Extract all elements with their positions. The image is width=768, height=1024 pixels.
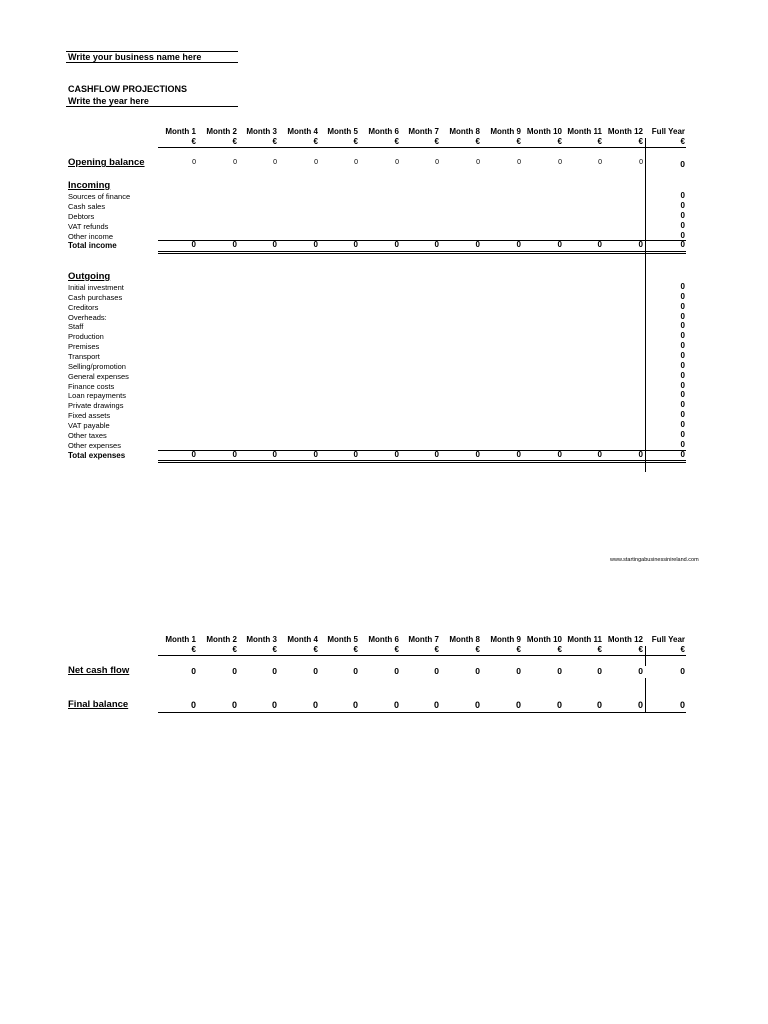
year-underline [66, 106, 238, 107]
final-balance-label: Final balance [68, 699, 129, 710]
total-expenses-label: Total expenses [68, 451, 126, 460]
total-expenses-cell[interactable]: 0 [313, 450, 318, 459]
opening-balance-cell[interactable]: 0 [639, 159, 643, 166]
summary-currency-symbol: € [232, 645, 237, 654]
final-balance-cell[interactable]: 0 [679, 700, 685, 710]
opening-balance-cell[interactable]: 0 [558, 159, 562, 166]
main-currency-symbol: € [638, 137, 643, 146]
total-income-cell[interactable]: 0 [680, 240, 685, 249]
main-currency-symbol: € [394, 137, 399, 146]
summary-currency-symbol: € [475, 645, 480, 654]
total-expenses-cell[interactable]: 0 [516, 450, 521, 459]
expense-row-label: Transport [68, 351, 100, 361]
summary-col-header: Month 3 [246, 635, 277, 644]
main-col-header: Full Year [651, 127, 685, 136]
expense-row-total[interactable]: 0 [680, 439, 685, 449]
outgoing-heading: Outgoing [68, 271, 111, 282]
doc-title: CASHFLOW PROJECTIONS [68, 84, 188, 94]
final-balance-cell[interactable]: 0 [393, 700, 399, 710]
income-row-total[interactable]: 0 [680, 231, 685, 240]
total-expenses-cell[interactable]: 0 [272, 450, 277, 459]
expense-row-total[interactable]: 0 [680, 400, 685, 410]
opening-balance-cell[interactable]: 0 [395, 159, 399, 166]
expense-row-total[interactable]: 0 [680, 291, 685, 301]
main-col-header: Month 5 [327, 127, 358, 136]
income-row-total[interactable]: 0 [680, 211, 685, 220]
total-income-cell[interactable]: 0 [353, 240, 358, 249]
main-currency-symbol: € [313, 137, 318, 146]
total-income-cell[interactable]: 0 [434, 240, 439, 249]
summary-col-header: Month 8 [449, 635, 480, 644]
summary-currency-symbol: € [638, 645, 643, 654]
net-cash-flow-cell[interactable]: 0 [680, 666, 685, 676]
expense-row-label: Other taxes [68, 430, 107, 440]
net-cash-flow-cell[interactable]: 0 [475, 666, 480, 676]
main-col-header: Month 8 [449, 127, 480, 136]
opening-balance-cell[interactable]: 0 [354, 159, 358, 166]
income-row-total[interactable]: 0 [680, 191, 685, 200]
summary-currency-symbol: € [434, 645, 439, 654]
expense-row-total[interactable]: 0 [680, 429, 685, 439]
expense-row-total[interactable]: 0 [680, 390, 685, 400]
total-expenses-cell[interactable]: 0 [680, 450, 685, 459]
summary-currency-symbol: € [597, 645, 602, 654]
summary-header-rule [158, 655, 686, 656]
opening-balance-cell[interactable]: 0 [435, 159, 439, 166]
main-col-header: Month 2 [206, 127, 237, 136]
main-currency-symbol: € [232, 137, 237, 146]
expense-row-total[interactable]: 0 [680, 410, 685, 420]
final-balance-cell[interactable]: 0 [231, 700, 237, 710]
expense-row-label: Creditors [68, 302, 99, 312]
summary-currency-symbol: € [313, 645, 318, 654]
opening-balance-cell[interactable]: 0 [192, 159, 196, 166]
expense-row-total[interactable]: 0 [680, 360, 685, 370]
expense-row-total[interactable]: 0 [680, 301, 685, 311]
main-currency-symbol: € [516, 137, 521, 146]
total-expenses-cell[interactable]: 0 [232, 450, 237, 459]
total-income-cell[interactable]: 0 [475, 240, 480, 249]
final-balance-cell[interactable]: 0 [190, 700, 196, 710]
total-income-label: Total income [68, 241, 117, 250]
summary-col-header: Month 10 [526, 635, 562, 644]
final-balance-cell[interactable]: 0 [312, 700, 318, 710]
summary-col-header: Month 1 [165, 635, 196, 644]
net-cash-flow-cell[interactable]: 0 [597, 666, 602, 676]
total-expenses-cell[interactable]: 0 [557, 450, 562, 459]
final-balance-cell[interactable]: 0 [352, 700, 358, 710]
expense-row-label: General expenses [68, 371, 129, 381]
expense-row-label: Cash purchases [68, 292, 123, 302]
expense-row-label: VAT payable [68, 420, 110, 430]
year-prompt[interactable]: Write the year here [68, 96, 149, 106]
total-expenses-cell[interactable]: 0 [434, 450, 439, 459]
opening-balance-cell[interactable]: 0 [233, 159, 237, 166]
total-income-cell[interactable]: 0 [394, 240, 399, 249]
business-name-underline [66, 62, 238, 63]
main-currency-symbol: € [680, 137, 685, 146]
summary-col-header: Month 7 [408, 635, 439, 644]
summary-currency-symbol: € [353, 645, 358, 654]
total-income-cell[interactable]: 0 [232, 240, 237, 249]
main-currency-symbol: € [191, 137, 196, 146]
income-row-label: Cash sales [68, 202, 106, 211]
summary-currency-symbol: € [557, 645, 562, 654]
expense-row-total[interactable]: 0 [680, 419, 685, 429]
total-expenses-cell[interactable]: 0 [597, 450, 602, 459]
net-cash-flow-cell[interactable]: 0 [272, 666, 277, 676]
expense-row-total[interactable]: 0 [680, 380, 685, 390]
summary-currency-symbol: € [191, 645, 196, 654]
final-balance-cell[interactable]: 0 [556, 700, 562, 710]
expense-row-label: Overheads: [68, 312, 107, 322]
business-name-rule [66, 51, 238, 52]
main-currency-symbol: € [434, 137, 439, 146]
net-cash-flow-cell[interactable]: 0 [516, 666, 521, 676]
income-row-label: VAT refunds [68, 222, 109, 231]
opening-balance-cell[interactable]: 0 [598, 159, 602, 166]
expense-row-label: Premises [68, 342, 100, 352]
summary-currency-symbol: € [272, 645, 277, 654]
summary-currency-symbol: € [680, 645, 685, 654]
income-row-total[interactable]: 0 [680, 201, 685, 210]
summary-separator-1 [645, 646, 646, 666]
final-balance-cell[interactable]: 0 [474, 700, 480, 710]
business-name[interactable]: Write your business name here [68, 52, 202, 62]
main-col-header: Month 7 [408, 127, 439, 136]
total-income-cell[interactable]: 0 [516, 240, 521, 249]
net-cash-flow-cell[interactable]: 0 [394, 666, 399, 676]
summary-col-header: Month 9 [490, 635, 521, 644]
income-row-total[interactable]: 0 [680, 221, 685, 230]
final-balance-cell[interactable]: 0 [596, 700, 602, 710]
opening-balance-cell[interactable]: 0 [476, 159, 480, 166]
opening-balance-cell[interactable]: 0 [273, 159, 277, 166]
opening-balance-label: Opening balance [68, 157, 145, 168]
summary-col-header: Month 2 [206, 635, 237, 644]
main-col-header: Month 1 [165, 127, 196, 136]
opening-balance-cell[interactable]: 0 [314, 159, 318, 166]
summary-col-header: Month 4 [287, 635, 318, 644]
income-row-label: Sources of finance [68, 192, 131, 201]
total-expenses-cell[interactable]: 0 [191, 450, 196, 459]
main-currency-symbol: € [272, 137, 277, 146]
total-income-cell[interactable]: 0 [313, 240, 318, 249]
summary-col-header: Full Year [651, 635, 685, 644]
total-income-rule-2 [158, 253, 686, 254]
expense-row-label: Fixed assets [68, 411, 111, 421]
full-year-separator [645, 138, 646, 472]
main-currency-symbol: € [597, 137, 602, 146]
main-col-header: Month 3 [246, 127, 277, 136]
summary-col-header: Month 6 [368, 635, 399, 644]
expense-row-label: Other expenses [68, 440, 121, 450]
net-cash-flow-cell[interactable]: 0 [638, 666, 643, 676]
summary-separator-2 [645, 678, 646, 712]
expense-row-label: Loan repayments [68, 391, 126, 401]
main-col-header: Month 4 [287, 127, 318, 136]
total-expenses-cell[interactable]: 0 [353, 450, 358, 459]
total-income-cell[interactable]: 0 [597, 240, 602, 249]
expense-row-total[interactable]: 0 [680, 321, 685, 331]
total-expenses-rule-2 [158, 462, 686, 463]
opening-balance-cell[interactable]: 0 [517, 159, 521, 166]
net-cash-flow-label: Net cash flow [68, 665, 130, 676]
summary-col-header: Month 11 [567, 635, 602, 644]
summary-currency-symbol: € [394, 645, 399, 654]
main-currency-symbol: € [353, 137, 358, 146]
expense-row-label: Finance costs [68, 381, 115, 391]
expense-row-label: Staff [68, 322, 84, 332]
total-expenses-cell[interactable]: 0 [394, 450, 399, 459]
final-balance-cell[interactable]: 0 [637, 700, 643, 710]
summary-col-header: Month 5 [327, 635, 358, 644]
net-cash-flow-cell[interactable]: 0 [557, 666, 562, 676]
final-balance-cell[interactable]: 0 [271, 700, 277, 710]
total-expenses-cell[interactable]: 0 [638, 450, 643, 459]
summary-currency-symbol: € [516, 645, 521, 654]
header-rule [158, 147, 686, 148]
net-cash-flow-cell[interactable]: 0 [434, 666, 439, 676]
incoming-heading: Incoming [68, 180, 111, 191]
main-col-header: Month 9 [490, 127, 521, 136]
final-balance-rule [158, 712, 686, 713]
main-col-header: Month 10 [526, 127, 562, 136]
total-expenses-rule-1 [158, 460, 686, 461]
final-balance-cell[interactable]: 0 [515, 700, 521, 710]
website-link[interactable]: www.startingabusinessinireland.com [610, 557, 699, 563]
total-expenses-cell[interactable]: 0 [475, 450, 480, 459]
expense-row-total[interactable]: 0 [680, 282, 685, 291]
net-cash-flow-cell[interactable]: 0 [191, 666, 196, 676]
total-income-cell[interactable]: 0 [638, 240, 643, 249]
total-income-rule-1 [158, 251, 686, 252]
expense-row-label: Production [68, 332, 104, 342]
net-cash-flow-cell[interactable]: 0 [313, 666, 318, 676]
main-currency-symbol: € [557, 137, 562, 146]
total-income-cell[interactable]: 0 [191, 240, 196, 249]
main-col-header: Month 11 [567, 127, 602, 136]
income-row-label: Other income [68, 232, 114, 241]
expense-row-label: Selling/promotion [68, 361, 126, 371]
expense-row-label: Private drawings [68, 401, 124, 411]
net-cash-flow-cell[interactable]: 0 [353, 666, 358, 676]
opening-balance-cell[interactable]: 0 [680, 159, 685, 169]
main-col-header: Month 6 [368, 127, 399, 136]
expense-row-label: Initial investment [68, 283, 124, 292]
expense-row-total[interactable]: 0 [680, 350, 685, 360]
expense-row-total[interactable]: 0 [680, 311, 685, 321]
final-balance-cell[interactable]: 0 [433, 700, 439, 710]
expense-row-total[interactable]: 0 [680, 331, 685, 341]
net-cash-flow-cell[interactable]: 0 [232, 666, 237, 676]
main-currency-symbol: € [475, 137, 480, 146]
summary-col-header: Month 12 [607, 635, 643, 644]
expense-row-total[interactable]: 0 [680, 341, 685, 351]
income-row-label: Debtors [68, 212, 95, 221]
expense-row-total[interactable]: 0 [680, 370, 685, 380]
total-income-cell[interactable]: 0 [272, 240, 277, 249]
main-col-header: Month 12 [607, 127, 643, 136]
total-income-cell[interactable]: 0 [557, 240, 562, 249]
